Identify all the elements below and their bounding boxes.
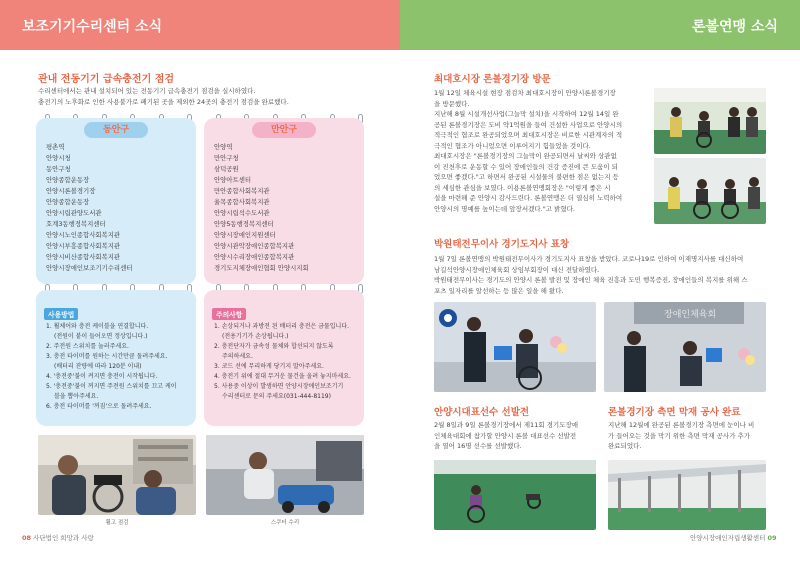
caution-label: 주의사항 — [212, 308, 246, 320]
list-item: 안양시립관양도서관 — [46, 209, 102, 217]
list-item: 안양시노인종합사회복지관 — [46, 231, 121, 239]
list-item: 율목종합사회복지관 — [214, 198, 270, 206]
list-item: 안양종합운동장 — [46, 198, 90, 206]
list-item: 4. '충전중'불이 켜지면 충전이 시작됩니다. — [46, 373, 158, 380]
right-footer-text: 안양시장애인자립생활센터 — [690, 534, 766, 542]
list-item: 4. 충전기 위에 절대 무거운 물건을 올려 놓지마세요. — [214, 373, 351, 380]
charger-intro — [38, 86, 378, 107]
usage-label: 사용방법 — [44, 308, 78, 320]
list-item: 2. 충전단자가 금속성 물체와 합선되지 않도록 — [214, 343, 334, 350]
list-item: 안양시관악장애인종합복지관 — [214, 242, 295, 250]
right-page-number: 09 — [767, 534, 777, 542]
list-item: 주의하세요. — [222, 353, 253, 360]
left-banner-title: 보조기기수리센터 소식 — [22, 19, 163, 35]
list-item: 안양5동행정복지센터 — [214, 220, 274, 228]
usage-panel — [36, 290, 196, 426]
dongan-tab: 동안구 — [84, 122, 148, 138]
list-item: (전원이 붙이 들어오면 정상입니다.) — [54, 333, 148, 340]
mayor-visit-text: 1월 12일 체육시설 현장 점검차 최대호시장이 안양시론볼경기장 을 방문했다. 지난해 8월 시설개선사업(그늘막 설치)을 시작하여 12월 14일 완 공된 론볼경기장은 도비 약1억원을 들여 건설한 사업으로 안양시의 적극적인 협조로 완공되었으며 최대호시장은 비로한 시관계자의 적 극적인 협조가 아니었으면 이루어지기 힘들었을 것이다. 최대호시장은 "론볼경기장의 그늘막이 완공되면서 날씨와 상관없 이 진천후로 운동할 수 있어 장애인들의 건강 증진에 큰 도움이 되 었으면 좋겠다."고 하면서 완공된 시설물의 불편한 점은 없는지 등 의 세심한 관심을 보였다. 이용론볼연맹회장은 "이렇게 좋은 시 설을 마련해 준 안양시 감사드린다. 론볼연맹은 더 열심히 노력하여 안양시의 명예를 높이는데 앞장서겠다."고 밝혔다. — [434, 89, 623, 213]
right-banner — [400, 0, 800, 50]
wheelchair-check-photo — [38, 435, 196, 515]
right-banner-title: 론볼연맹 소식 — [691, 19, 778, 35]
list-item: 1. 휠체어와 충전 케이블을 연결합니다. — [46, 323, 149, 330]
list-item: 안양종합운동장 — [46, 176, 90, 184]
list-item: 경기도지체장애인협회 안양시지회 — [214, 264, 309, 272]
list-item: 수리센터로 문의 주세요(031-444-8119) — [222, 393, 331, 400]
selection-text: 2월 8일과 9일 론볼경기장에서 제11회 경기도장애 인체육대회에 참가할 안양시 론볼 대표선수 선발전 을 열어 16명 선수를 선발했다. — [434, 421, 579, 450]
list-item: 안양시부흥종합사회복지관 — [46, 242, 121, 250]
mayor-visit-photo-1 — [654, 88, 766, 154]
left-footer-text: 사단법인 희망과 사랑 — [33, 534, 94, 542]
list-item: 안양아트센터 — [214, 176, 252, 184]
list-item: 블을 뽑아주세요. — [54, 393, 99, 400]
list-item: (전용기기가 손상됩니다.) — [222, 333, 289, 340]
list-item: 안양시청 — [46, 154, 71, 162]
mayor-visit-photo-2 — [654, 158, 766, 224]
dongan-list — [46, 142, 132, 274]
canopy-text: 지난해 12월에 완공된 론볼경기장 측면에 눈이나 비 가 들어오는 것을 막기 위한 측면 막재 공사가 추가 완료되었다. — [608, 421, 755, 450]
dongan-panel — [36, 118, 196, 284]
list-item: 안양시립석수도서관 — [214, 209, 270, 217]
list-item: 만안종합사회복지관 — [214, 187, 270, 195]
list-item: 만안구청 — [214, 154, 239, 162]
list-item: 안양시비산종합사회복지관 — [46, 253, 121, 261]
list-item: 안양시론볼경기장 — [46, 187, 96, 195]
list-item: 1. 손상되거나 과방전 된 배터리 충전은 금물입니다. — [214, 323, 349, 330]
charger-section-title: 관내 전동기기 급속충전기 점검 — [38, 74, 175, 85]
caution-steps — [214, 322, 351, 402]
list-item: (배터리 잔량에 따라 120분 이내) — [54, 363, 142, 370]
selection-photo — [434, 460, 596, 530]
list-item: 안양역 — [214, 143, 233, 151]
list-item: 삼덕공원 — [214, 165, 239, 173]
award-photo-1 — [434, 302, 596, 392]
list-item: 5. '충전중'불이 꺼지면 주전원 스위치를 끄고 케이 — [46, 383, 177, 390]
right-footer — [690, 533, 776, 542]
scooter-repair-photo — [206, 435, 364, 515]
award-text: 1월 7일 론볼연맹의 박원태전무이사가 경기도지사 표창을 받았다. 코로나19로 인하여 이재명지사를 대신하여 남길석안양시장애인체육회 상임부회장이 대신 전달하였다. 박원태전무이사는 경기도의 안양시 론볼 발전 및 장애인 체육 진흥과 도민 행복증진, 장애인들의 복지를 위해 스 포츠 일자리를 알선하는 등 많은 일을 해 왔다. — [434, 255, 748, 295]
list-item: 3. 코드 선에 무리하게 당기지 말아주세요. — [214, 363, 324, 370]
award-photo-2 — [604, 302, 766, 392]
intro-line-2: 충전기의 노후화로 인한 사용불가로 폐기된 곳을 제외한 24곳의 충전기 점검을 완료했다. — [38, 97, 289, 106]
list-item: 안양시수리장애인종합복지관 — [214, 253, 295, 261]
canopy-title: 론볼경기장 측면 막재 공사 완료 — [608, 407, 741, 418]
list-item: 안양시장애인보조기기수리센터 — [46, 264, 133, 272]
manan-list — [214, 142, 309, 274]
list-item: 5. 사용중 이상이 발생하면 안양시장애인보조기기 — [214, 383, 344, 390]
manan-panel — [204, 118, 364, 284]
list-item: 안양시장애인지원센터 — [214, 231, 276, 239]
list-item: 3. 충전 타이머를 원하는 시간만큼 돌려주세요. — [46, 353, 168, 360]
sign-text: 장애인체육회 — [664, 310, 717, 320]
intro-line-1: 수리센터에서는 관내 설치되어 있는 전동기기 급속충전기 점검을 실시하였다. — [38, 87, 256, 95]
left-footer — [22, 533, 94, 542]
right-page — [400, 50, 800, 565]
list-item: 6. 충전 타이머를 '꺼짐'으로 돌려주세요. — [46, 403, 152, 410]
list-item: 호계3동행정복지센터 — [46, 220, 106, 228]
list-item: 동안구청 — [46, 165, 71, 173]
canopy-photo — [608, 460, 766, 530]
photo-caption-2: 스쿠터 수리 — [270, 520, 300, 526]
list-item: 평촌역 — [46, 143, 65, 151]
usage-steps — [46, 322, 177, 412]
list-item: 2. 주전원 스위치를 눌러주세요. — [46, 343, 129, 350]
award-title: 박원태전무이사 경기도지사 표창 — [434, 239, 570, 250]
selection-title: 안양시대표선수 선발전 — [434, 407, 530, 418]
left-page-number: 08 — [22, 534, 32, 542]
photo-caption-1: 휠고 점검 — [105, 520, 129, 526]
manan-tab: 만안구 — [252, 122, 316, 138]
left-banner — [0, 0, 400, 50]
mayor-visit-title: 최대호시장 론볼경기장 방문 — [434, 74, 551, 85]
caution-panel — [204, 290, 364, 426]
